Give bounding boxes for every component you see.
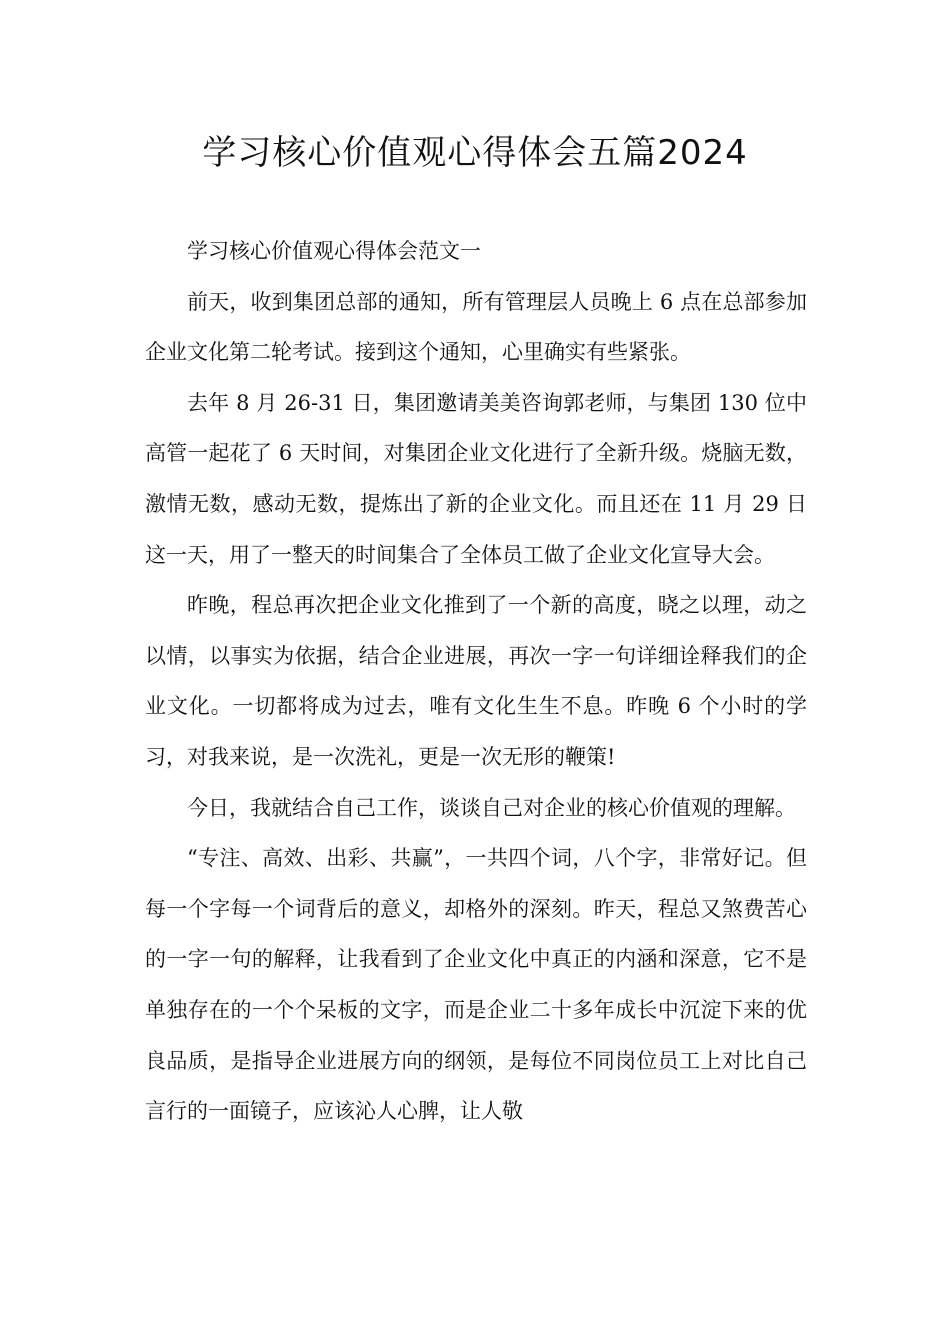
document-body (145, 226, 807, 1137)
paragraph: “专注、高效、出彩、共赢”，一共四个词，八个字，非常好记。但每一个字每一个词背后的意义，却格外的深刻。昨天，程总又煞费苦心的一字一句的解释，让我看到了企业文化中真正的内涵和深意，它不是单独存在的一个个呆板的文字，而是企业二十多年成长中沉淀下来的优良品质，是指导企业进展方向的纲领，是每位不同岗位员工上对比自己言行的一面镜子，应该沁人心脾，让人敬 (145, 846, 807, 1124)
paragraph: 昨晚，程总再次把企业文化推到了一个新的高度，晓之以理，动之以情，以事实为依据，结合企业进展，再次一字一句详细诠释我们的企业文化。一切都将成为过去，唯有文化生生不息。昨晚 6 个小时的学习，对我来说，是一次洗礼，更是一次无形的鞭策! (145, 593, 807, 769)
paragraph: 前天，收到集团总部的通知，所有管理层人员晚上 6 点在总部参加企业文化第二轮考试。接到这个通知，心里确实有些紧张。 (145, 289, 807, 365)
paragraph: 去年 8 月 26-31 日，集团邀请美美咨询郭老师，与集团 130 位中高管一起花了 6 天时间，对集团企业文化进行了全新升级。烧脑无数，激情无数，感动无数，提炼出了新的企业文化。而且还在 11 月 29 日这一天，用了一整天的时间集合了全体员工做了企业文化宣导大会。 (145, 390, 807, 567)
paragraph: 今日，我就结合自己工作，谈谈自己对企业的核心价值观的理解。 (187, 795, 796, 820)
document-title: 学习核心价值观心得体会五篇2024 (202, 133, 748, 173)
section-subheading: 学习核心价值观心得体会范文一 (187, 239, 481, 263)
